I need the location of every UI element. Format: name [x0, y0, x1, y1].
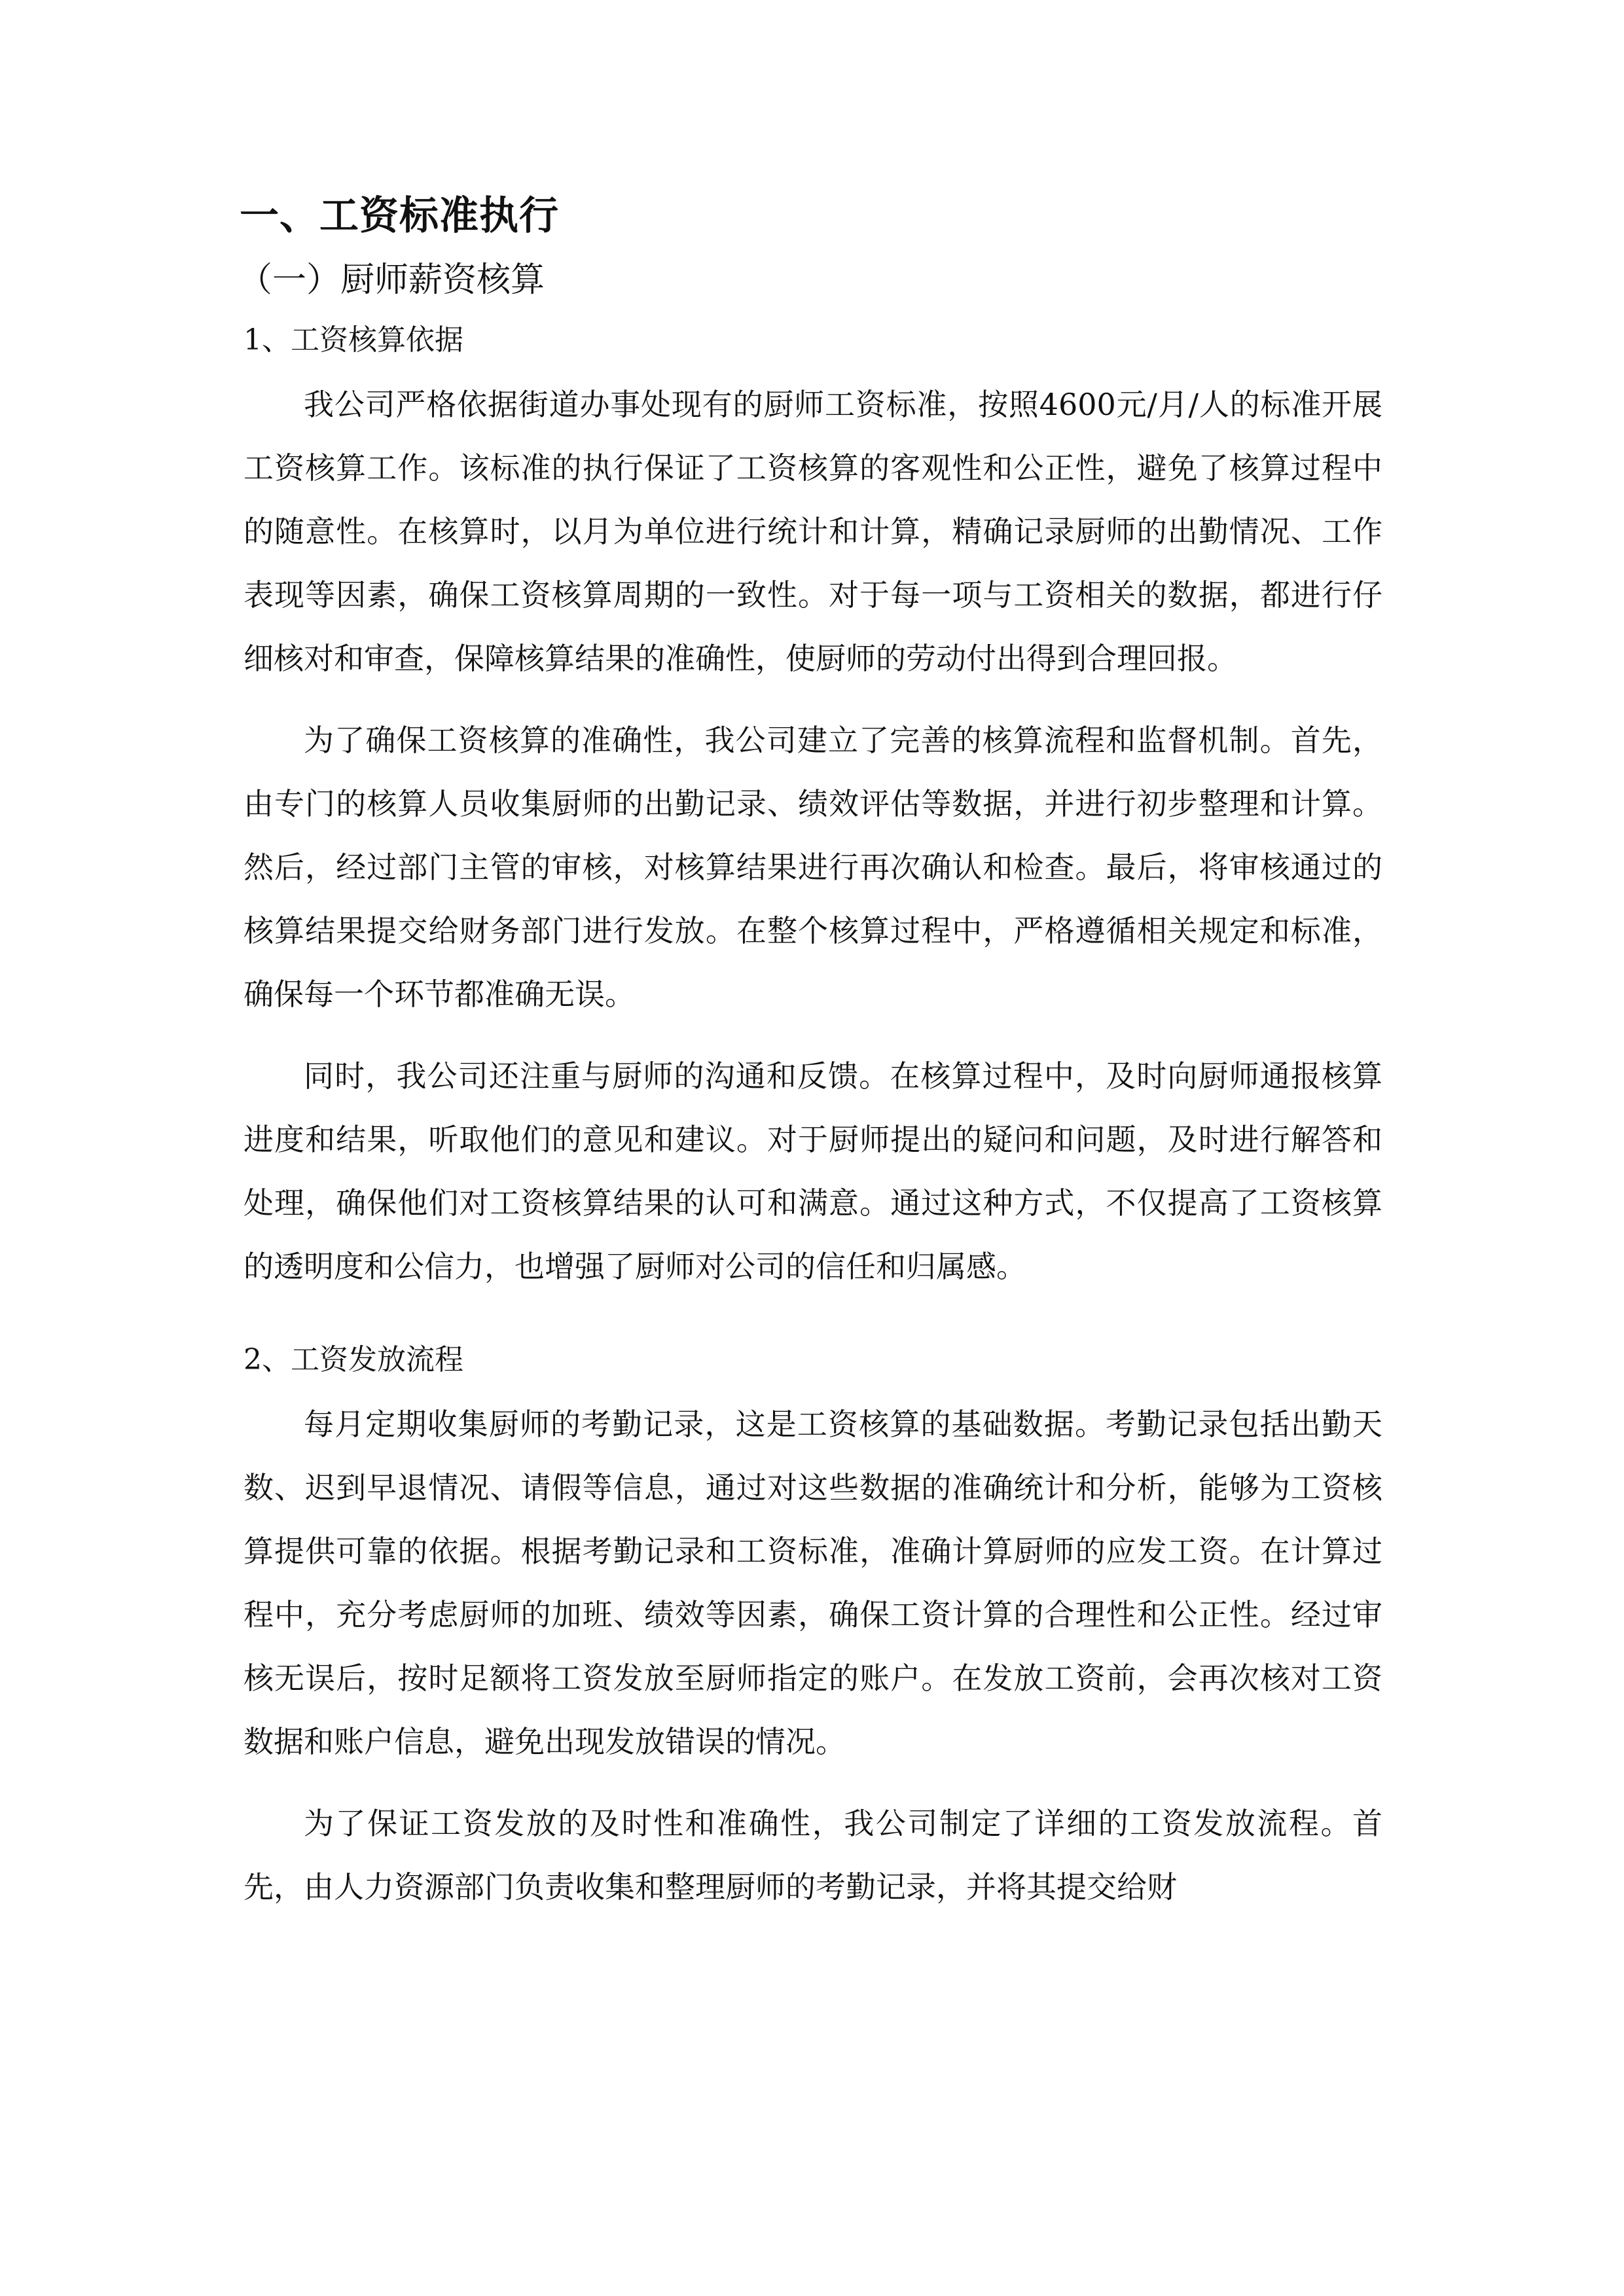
paragraph-2-2: 为了保证工资发放的及时性和准确性，我公司制定了详细的工资发放流程。首先，由人力资源部门负责收集和整理厨师的考勤记录，并将其提交给财: [244, 1806, 1382, 1905]
chapter-heading: 一、工资标准执行: [240, 193, 559, 239]
paragraph-1-3: 同时，我公司还注重与厨师的沟通和反馈。在核算过程中，及时向厨师通报核算进度和结果，听取他们的意见和建议。对于厨师提出的疑问和问题，及时进行解答和处理，确保他们对工资核算结果的认可和满意。通过这种方式，不仅提高了工资核算的透明度和公信力，也增强了厨师对公司的信任和归属感。: [244, 1058, 1382, 1284]
section-heading: （一）厨师薪资核算: [238, 260, 545, 300]
subsection-heading-1: 1、工资核算依据: [244, 323, 463, 357]
paragraph-1-2: 为了确保工资核算的准确性，我公司建立了完善的核算流程和监督机制。首先，由专门的核算人员收集厨师的出勤记录、绩效评估等数据，并进行初步整理和计算。然后，经过部门主管的审核，对核算结果进行再次确认和检查。最后，将审核通过的核算结果提交给财务部门进行发放。在整个核算过程中，严格遵循相关规定和标准，确保每一个环节都准确无误。: [244, 723, 1382, 1012]
document-page: [238, 190, 1382, 1919]
paragraph-1-1: 我公司严格依据街道办事处现有的厨师工资标准，按照4600元/月/人的标准开展工资核算工作。该标准的执行保证了工资核算的客观性和公正性，避免了核算过程中的随意性。在核算时，以月为单位进行统计和计算，精确记录厨师的出勤情况、工作表现等因素，确保工资核算周期的一致性。对于每一项与工资相关的数据，都进行仔细核对和审查，保障核算结果的准确性，使厨师的劳动付出得到合理回报。: [244, 387, 1382, 676]
subsection-heading-2: 2、工资发放流程: [244, 1343, 463, 1376]
paragraph-2-1: 每月定期收集厨师的考勤记录，这是工资核算的基础数据。考勤记录包括出勤天数、迟到早退情况、请假等信息，通过对这些数据的准确统计和分析，能够为工资核算提供可靠的依据。根据考勤记录和工资标准，准确计算厨师的应发工资。在计算过程中，充分考虑厨师的加班、绩效等因素，确保工资计算的合理性和公正性。经过审核无误后，按时足额将工资发放至厨师指定的账户。在发放工资前，会再次核对工资数据和账户信息，避免出现发放错误的情况。: [244, 1407, 1382, 1759]
